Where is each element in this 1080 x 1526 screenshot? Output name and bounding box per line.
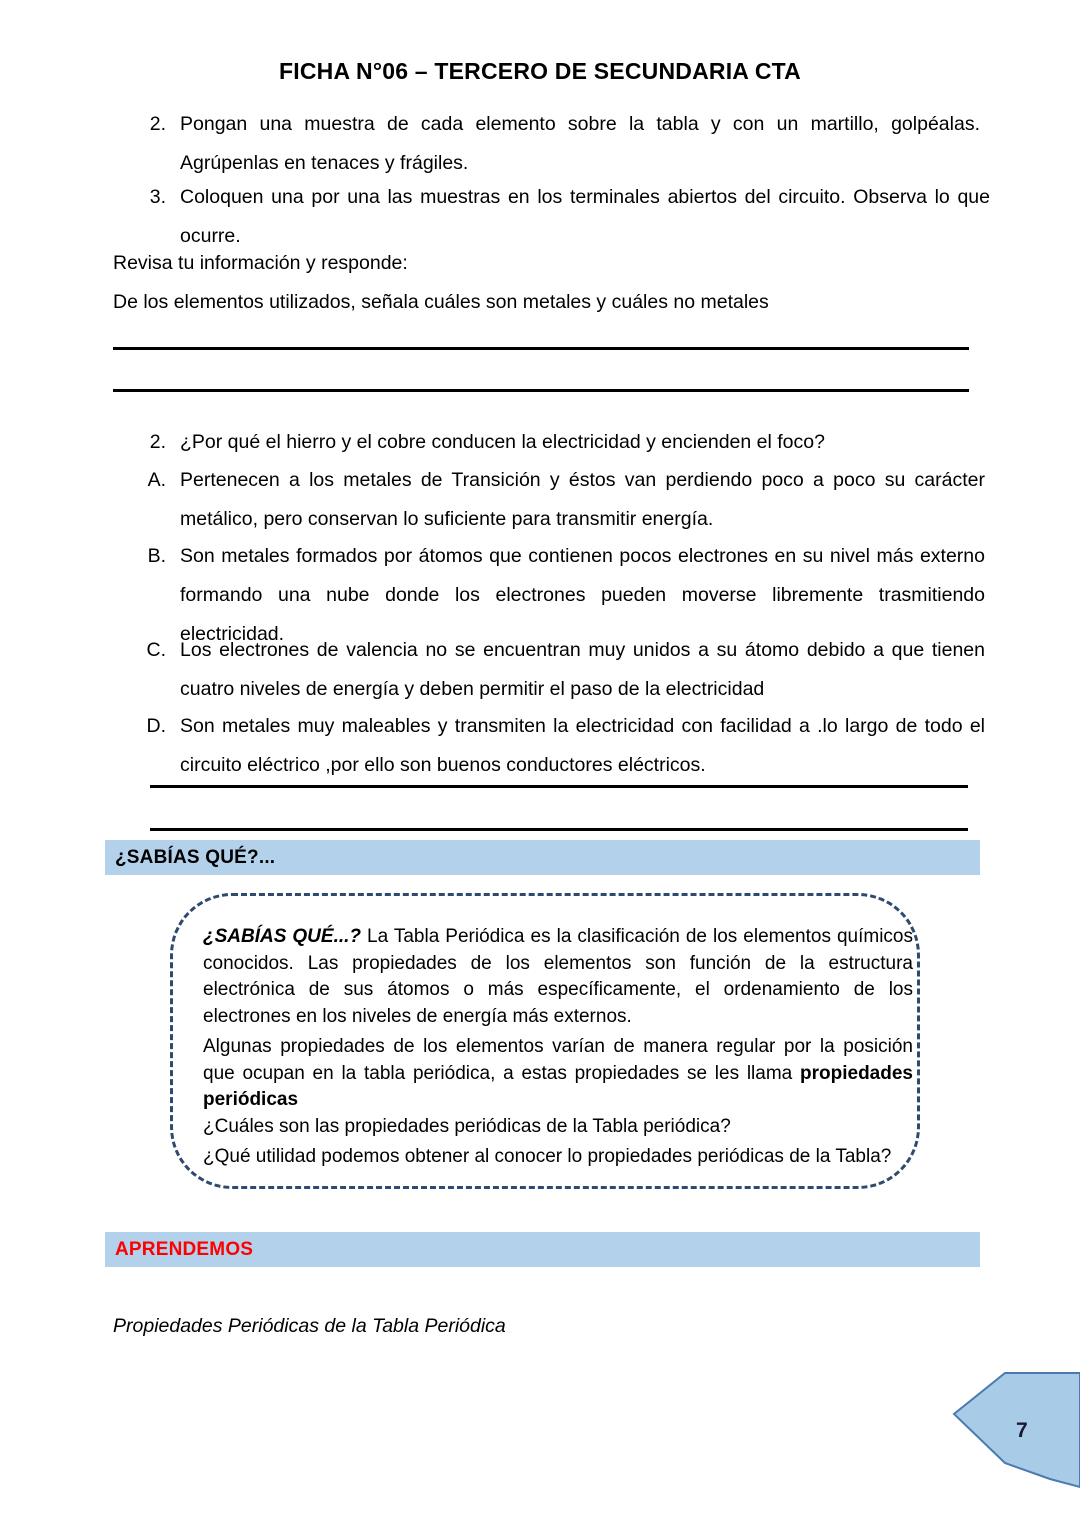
option-marker: C. [146,639,166,661]
procedure-step-2 [140,105,980,183]
task-prompt: De los elementos utilizados, señala cuáles son metales y cuáles no metales [113,291,769,313]
list-marker: 2. [149,113,166,135]
option-marker: D. [146,715,166,737]
option-text: Pertenecen a los metales de Transición y éstos van perdiendo poco a poco su carácter metálico, pero conservan lo suficiente para transmitir energía. [180,469,985,530]
callout-paragraph-4 [203,1144,913,1171]
callout-paragraph-3 [203,1114,913,1141]
banner-aprendemos-label: APRENDEMOS [115,1238,254,1260]
review-prompt: Revisa tu información y responde: [113,252,408,274]
callout-paragraph-2 [203,1034,913,1114]
page-flag-shape [940,1367,1080,1492]
answer-rule-2[interactable] [113,389,969,392]
answer-rule-1[interactable] [113,347,969,350]
option-text: Son metales formados por átomos que contienen pocos electrones en su nivel más externo formando una nube donde los electrones pueden moverse libremente trasmitiendo electricidad. [180,545,985,645]
sabias-que-callout [170,893,920,1189]
answer-rule-4[interactable] [150,828,968,831]
callout-paragraph-2-emphasis: propiedades periódicas [203,1062,913,1110]
option-c[interactable] [140,631,985,709]
option-marker: B. [147,545,166,567]
closing-subtitle: Propiedades Periódicas de la Tabla Periódica [113,1315,506,1337]
option-d[interactable] [140,707,985,785]
procedure-step-text: Pongan una muestra de cada elemento sobre la tabla y con un martillo, golpéalas. Agrúpenlas en tenaces y frágiles. [180,113,980,174]
callout-paragraph-1 [203,924,913,1030]
option-marker: A. [147,469,166,491]
callout-question-1: ¿Cuáles son las propiedades periódicas de la Tabla periódica? [203,1115,731,1137]
procedure-step-text: Coloquen una por una las muestras en los terminales abiertos del circuito. Observa lo que ocurre. [180,186,990,247]
option-text: Los electrones de valencia no se encuentran muy unidos a su átomo debido a que tienen cuatro niveles de energía y deben permitir el paso de la electricidad [180,639,985,700]
option-a[interactable] [140,461,985,539]
banner-aprendemos [105,1232,980,1267]
callout-lead-text: ¿SABÍAS QUÉ...? [203,926,362,947]
question-marker: 2. [149,431,166,453]
option-text: Son metales muy maleables y transmiten la electricidad con facilidad a .lo largo de todo el circuito eléctrico ,por ello son buenos conductores eléctricos. [180,715,985,776]
banner-sabias-que-label: ¿SABÍAS QUÉ?... [115,846,276,868]
callout-paragraph-2-body: Algunas propiedades de los elementos varían de manera regular por la posición que ocupan en la tabla periódica, a estas propiedades se les llama [203,1036,913,1084]
callout-paragraph-1-body: La Tabla Periódica es la clasificación de los elementos químicos conocidos. Las propiedades de los elementos son función de la estructura electrónica de sus átomos o más específicamente, el ordenamiento de los electrones en los niveles de energía más externos. [203,926,913,1027]
page-number-text: 7 [1016,1419,1028,1442]
question-text: ¿Por qué el hierro y el cobre conducen la electricidad y encienden el foco? [180,431,825,453]
page-number-flag [940,1367,1080,1492]
question-item [140,423,980,462]
callout-content [203,924,913,1171]
list-marker: 3. [149,186,166,208]
banner-sabias-que [105,840,980,875]
page-title: FICHA N°06 – TERCERO DE SECUNDARIA CTA [279,58,801,84]
callout-question-2: ¿Qué utilidad podemos obtener al conocer lo propiedades periódicas de la Tabla? [203,1146,892,1167]
answer-rule-3[interactable] [150,785,968,788]
